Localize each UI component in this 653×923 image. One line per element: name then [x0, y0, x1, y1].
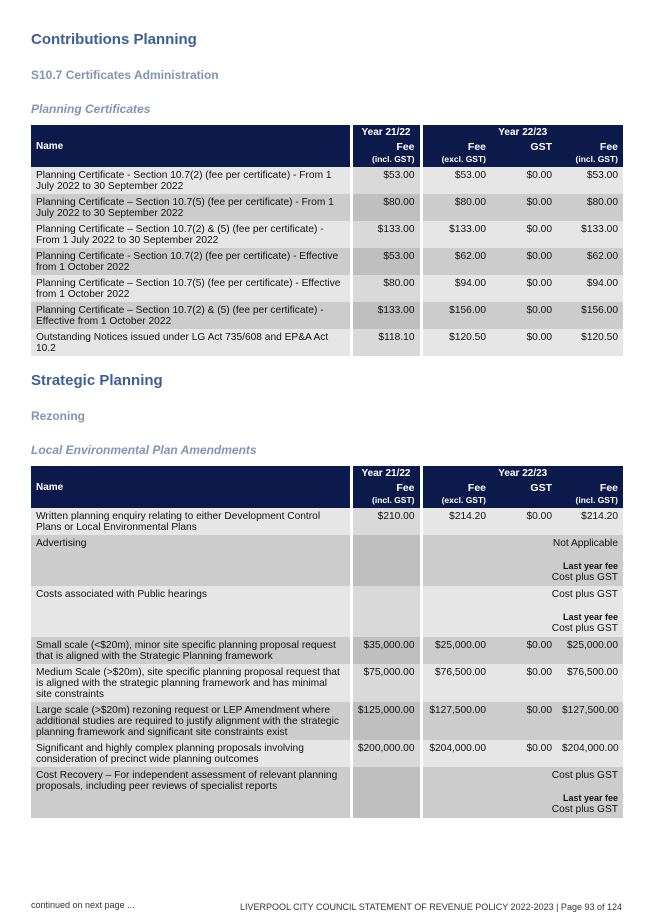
- gst-cell: $0.00: [491, 637, 557, 664]
- column-header-year1: Year 21/22: [351, 466, 421, 480]
- fee-year1-cell: $133.00: [351, 221, 421, 248]
- table-row: [31, 221, 623, 248]
- fee-excl-gst-cell: $120.50: [421, 329, 491, 356]
- table-row: [31, 637, 623, 664]
- fee-excl-gst-cell: $127,500.00: [421, 702, 491, 740]
- fee-year1-cell: [351, 535, 421, 586]
- gst-cell: $0.00: [491, 329, 557, 356]
- spacer: [428, 782, 619, 792]
- column-header-y1-fee: Fee (incl. GST): [351, 139, 421, 167]
- fee-name-cell: Advertising: [31, 535, 351, 586]
- fee-name-cell: Small scale (<$20m), minor site specific planning proposal request that is aligned with the Strategic Planning framework: [31, 637, 351, 664]
- table-row: [31, 275, 623, 302]
- fee-excl-gst-cell: $204,000.00: [421, 740, 491, 767]
- table-row: [31, 767, 623, 818]
- fee-name-cell: Planning Certificate - Section 10.7(2) (fee per certificate) - Effective from 1 October 2022: [31, 248, 351, 275]
- fee-excl-gst-cell: $25,000.00: [421, 637, 491, 664]
- fee-incl-gst-cell: $25,000.00: [557, 637, 623, 664]
- fee-incl-gst-cell: $120.50: [557, 329, 623, 356]
- section-title-contributions: Contributions Planning: [31, 31, 197, 48]
- fee-incl-gst-cell: $76,500.00: [557, 664, 623, 702]
- gst-cell: $0.00: [491, 740, 557, 767]
- fee-excl-gst-cell: $94.00: [421, 275, 491, 302]
- fee-note-cell: [421, 586, 623, 637]
- column-header-fee-excl: Fee (excl. GST): [421, 139, 491, 167]
- table-title-planning-certificates: Planning Certificates: [31, 102, 151, 116]
- gst-cell: $0.00: [491, 664, 557, 702]
- planning-certificates-table: [31, 125, 623, 356]
- fee-year1-cell: [351, 767, 421, 818]
- gst-cell: $0.00: [491, 275, 557, 302]
- spacer: [428, 550, 619, 560]
- fee-name-cell: Cost Recovery – For independent assessment of relevant planning proposals, including peer reviews of specialist reports: [31, 767, 351, 818]
- fee-name-cell: Written planning enquiry relating to either Development Control Plans or Local Environmental Plans: [31, 508, 351, 535]
- gst-cell: $0.00: [491, 248, 557, 275]
- table-row: [31, 167, 623, 194]
- fee-name-cell: Outstanding Notices issued under LG Act 735/608 and EP&A Act 10.2: [31, 329, 351, 356]
- fee-excl-gst-cell: $62.00: [421, 248, 491, 275]
- last-year-fee-value: Cost plus GST: [551, 572, 618, 583]
- fee-name-cell: Significant and highly complex planning proposals involving consideration of precinct wide planning outcomes: [31, 740, 351, 767]
- table-row: [31, 302, 623, 329]
- gst-cell: $0.00: [491, 167, 557, 194]
- fee-excl-gst-cell: $80.00: [421, 194, 491, 221]
- fee-name-cell: Planning Certificate – Section 10.7(2) & (5) (fee per certificate) - Effective from 1 October 2022: [31, 302, 351, 329]
- fee-note-cell: [421, 535, 623, 586]
- fee-excl-gst-cell: $133.00: [421, 221, 491, 248]
- fee-year1-cell: $210.00: [351, 508, 421, 535]
- fee-name-cell: Planning Certificate - Section 10.7(2) (fee per certificate) - From 1 July 2022 to 30 September 2022: [31, 167, 351, 194]
- fee-year1-cell: $53.00: [351, 167, 421, 194]
- gst-cell: $0.00: [491, 221, 557, 248]
- fee-year1-cell: $125,000.00: [351, 702, 421, 740]
- fee-note: Not Applicable: [552, 538, 618, 549]
- fee-excl-gst-cell: $214.20: [421, 508, 491, 535]
- subsection-title-s107: S10.7 Certificates Administration: [31, 68, 219, 82]
- table-row: [31, 329, 623, 356]
- fee-year1-cell: $35,000.00: [351, 637, 421, 664]
- fee-note: Cost plus GST: [551, 589, 618, 600]
- gst-cell: $0.00: [491, 302, 557, 329]
- last-year-fee-label: Last year fee: [562, 793, 618, 803]
- last-year-fee-label: Last year fee: [562, 561, 618, 571]
- fee-incl-gst-cell: $214.20: [557, 508, 623, 535]
- fee-year1-cell: $80.00: [351, 194, 421, 221]
- fee-incl-gst-cell: $62.00: [557, 248, 623, 275]
- table-title-lep-amendments: Local Environmental Plan Amendments: [31, 443, 257, 457]
- fee-name-cell: Large scale (>$20m) rezoning request or LEP Amendment where additional studies are required to justify alignment with the strategic planning framework and significant site constraints exist: [31, 702, 351, 740]
- column-header-year2: Year 22/23: [421, 466, 623, 480]
- table-row: [31, 702, 623, 740]
- fee-name-cell: Medium Scale (>$20m), site specific planning proposal request that is aligned with the strategic planning framework and has minimal site constraints: [31, 664, 351, 702]
- spacer: [428, 601, 619, 611]
- page-footer: LIVERPOOL CITY COUNCIL STATEMENT OF REVENUE POLICY 2022-2023 | Page 93 of 124: [240, 902, 622, 912]
- column-header-fee-excl: Fee (excl. GST): [421, 480, 491, 508]
- column-header-fee-incl: Fee (incl. GST): [557, 480, 623, 508]
- section-title-strategic: Strategic Planning: [31, 372, 163, 389]
- table-row: [31, 664, 623, 702]
- fee-excl-gst-cell: $156.00: [421, 302, 491, 329]
- last-year-fee-value: Cost plus GST: [551, 804, 618, 815]
- fee-incl-gst-cell: $80.00: [557, 194, 623, 221]
- column-header-name: Name: [31, 125, 351, 167]
- fee-name-cell: Planning Certificate – Section 10.7(2) & (5) (fee per certificate) - From 1 July 2022 to 30 September 2022: [31, 221, 351, 248]
- table-row: [31, 508, 623, 535]
- last-year-fee-label: Last year fee: [562, 612, 618, 622]
- fee-incl-gst-cell: $204,000.00: [557, 740, 623, 767]
- fee-note: Cost plus GST: [551, 770, 618, 781]
- fee-incl-gst-cell: $53.00: [557, 167, 623, 194]
- fee-incl-gst-cell: $156.00: [557, 302, 623, 329]
- fee-incl-gst-cell: $94.00: [557, 275, 623, 302]
- lep-amendments-table: [31, 466, 623, 818]
- fee-year1-cell: $80.00: [351, 275, 421, 302]
- column-header-gst: GST: [491, 480, 557, 508]
- last-year-fee-value: Cost plus GST: [551, 623, 618, 634]
- fee-year1-cell: $75,000.00: [351, 664, 421, 702]
- fee-incl-gst-cell: $133.00: [557, 221, 623, 248]
- column-header-year1: Year 21/22: [351, 125, 421, 139]
- fee-name-cell: Planning Certificate – Section 10.7(5) (fee per certificate) - Effective from 1 October 2022: [31, 275, 351, 302]
- column-header-name: Name: [31, 466, 351, 508]
- column-header-year2: Year 22/23: [421, 125, 623, 139]
- fee-note-cell: [421, 767, 623, 818]
- column-header-y1-fee: Fee (incl. GST): [351, 480, 421, 508]
- subsection-title-rezoning: Rezoning: [31, 409, 85, 423]
- fee-excl-gst-cell: $53.00: [421, 167, 491, 194]
- table-row: [31, 535, 623, 586]
- table-row: [31, 194, 623, 221]
- column-header-fee-incl: Fee (incl. GST): [557, 139, 623, 167]
- fee-year1-cell: $133.00: [351, 302, 421, 329]
- table-row: [31, 586, 623, 637]
- fee-name-cell: Planning Certificate – Section 10.7(5) (fee per certificate) - From 1 July 2022 to 30 September 2022: [31, 194, 351, 221]
- fee-incl-gst-cell: $127,500.00: [557, 702, 623, 740]
- fee-year1-cell: [351, 586, 421, 637]
- fee-year1-cell: $200,000.00: [351, 740, 421, 767]
- column-header-gst: GST: [491, 139, 557, 167]
- gst-cell: $0.00: [491, 702, 557, 740]
- table-row: [31, 248, 623, 275]
- fee-year1-cell: $53.00: [351, 248, 421, 275]
- gst-cell: $0.00: [491, 508, 557, 535]
- table-row: [31, 740, 623, 767]
- fee-excl-gst-cell: $76,500.00: [421, 664, 491, 702]
- continued-note: continued on next page ...: [31, 900, 135, 910]
- gst-cell: $0.00: [491, 194, 557, 221]
- fee-year1-cell: $118.10: [351, 329, 421, 356]
- fee-name-cell: Costs associated with Public hearings: [31, 586, 351, 637]
